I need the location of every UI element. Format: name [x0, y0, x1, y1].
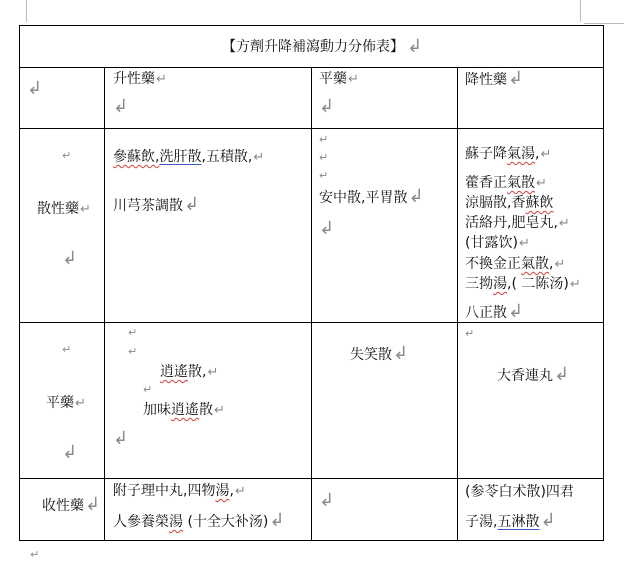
- cell-end-mark: ↲: [508, 301, 524, 322]
- paragraph-mark: ↵: [319, 169, 329, 182]
- cell-end-mark: ↲: [408, 186, 424, 207]
- row-label-san: 散性藥↵: [37, 201, 91, 217]
- prescription-line: 三拗湯,( 二陈汤)↵: [465, 276, 581, 292]
- crop-mark: [26, 0, 27, 22]
- row-label-flat: 平藥↵: [46, 395, 86, 411]
- paragraph-mark: ↵: [62, 343, 72, 356]
- paragraph-mark: ↵: [234, 484, 246, 499]
- cell-end-mark: ↲: [508, 68, 524, 89]
- row-label-shou: 收性藥↲: [42, 494, 101, 515]
- prescription-line: (参苓白术散)四君: [465, 484, 574, 500]
- cell-end-mark: ↲: [27, 78, 43, 99]
- prescription-line: 八正散↲: [465, 301, 524, 322]
- prescription-line: 不換金正氣散,↵: [465, 256, 566, 272]
- prescription-line: 安中散,平胃散↲: [319, 186, 424, 207]
- prescription-line: 失笑散↲: [350, 343, 409, 364]
- column-header-flat: 平藥↵: [319, 71, 359, 87]
- table-border-top: [19, 25, 604, 26]
- prescription-line: 附子理中丸,四物湯,↵: [113, 483, 246, 499]
- paragraph-mark: ↵: [319, 151, 329, 164]
- paragraph-mark: ↵: [540, 147, 552, 162]
- paragraph-mark: ↵: [62, 149, 72, 162]
- cell-end-mark: ↲: [269, 510, 285, 531]
- table-column-divider: [457, 67, 458, 541]
- paragraph-mark: ↵: [207, 365, 219, 380]
- paragraph-mark: ↵: [569, 277, 581, 292]
- table-column-divider: [104, 67, 105, 541]
- crop-mark: [580, 0, 581, 22]
- cell-end-mark: ↲: [113, 96, 129, 117]
- paragraph-mark: ↵: [80, 202, 91, 217]
- table-border-left: [19, 25, 20, 541]
- paragraph-mark: ↵: [75, 396, 86, 411]
- paragraph-mark: ↵: [143, 383, 153, 396]
- paragraph-mark: ↵: [518, 236, 530, 251]
- cell-end-mark: ↲: [407, 36, 423, 57]
- prescription-line: 大香連丸↲: [497, 364, 570, 385]
- paragraph-mark: ↵: [214, 403, 225, 418]
- cell-end-mark: ↲: [184, 194, 200, 215]
- table-border-right: [603, 25, 604, 541]
- cell-end-mark: ↲: [554, 364, 570, 385]
- paragraph-mark: ↵: [554, 257, 566, 272]
- paragraph-mark: ↵: [319, 133, 329, 146]
- table-title: 【方劑升降補瀉動力分佈表】 ↲: [222, 36, 423, 57]
- prescription-line: 加味逍遙散↵: [143, 402, 225, 418]
- prescription-line: 藿香正氣散↵: [465, 175, 547, 191]
- prescription-line: 參蘇飲,洗肝散,五積散,↵: [113, 149, 265, 165]
- prescription-line: 川芎茶調散↲: [113, 194, 200, 215]
- prescription-line: 蘇子降氣湯,↵: [465, 146, 552, 162]
- paragraph-mark: ↵: [253, 150, 265, 165]
- cell-end-mark: ↲: [319, 490, 335, 511]
- prescription-line: 人參養榮湯 (十全大补汤)↲: [113, 510, 285, 531]
- column-header-down: 降性藥↲: [465, 68, 524, 89]
- paragraph-mark: ↵: [30, 548, 40, 561]
- cell-end-mark: ↲: [540, 510, 556, 531]
- prescription-line: 子湯,五淋散↲: [465, 510, 556, 531]
- paragraph-mark: ↵: [128, 326, 138, 339]
- cell-end-mark: ↲: [319, 96, 335, 117]
- cell-end-mark: ↲: [319, 218, 335, 239]
- paragraph-mark: ↵: [128, 345, 138, 358]
- prescription-line: (甘露饮)↵: [465, 235, 530, 251]
- cell-end-mark: ↲: [113, 428, 129, 449]
- prescription-line: 逍遙散,↵: [160, 364, 219, 380]
- paragraph-mark: ↵: [465, 327, 475, 340]
- prescription-line: 活絡丹,肥皂丸,↵: [465, 215, 570, 231]
- paragraph-mark: ↵: [558, 216, 570, 231]
- cell-end-mark: ↲: [62, 442, 78, 463]
- column-header-up: 升性藥↵: [113, 71, 167, 87]
- cell-end-mark: ↲: [393, 343, 409, 364]
- cell-end-mark: ↲: [85, 494, 101, 515]
- table-column-divider: [311, 67, 312, 541]
- prescription-line: 涼膈散,香蘇飲: [465, 195, 554, 211]
- crop-mark: [584, 23, 624, 24]
- paragraph-mark: ↵: [156, 72, 167, 87]
- paragraph-mark: ↵: [536, 176, 547, 191]
- paragraph-mark: ↵: [348, 72, 359, 87]
- cell-end-mark: ↲: [62, 248, 78, 269]
